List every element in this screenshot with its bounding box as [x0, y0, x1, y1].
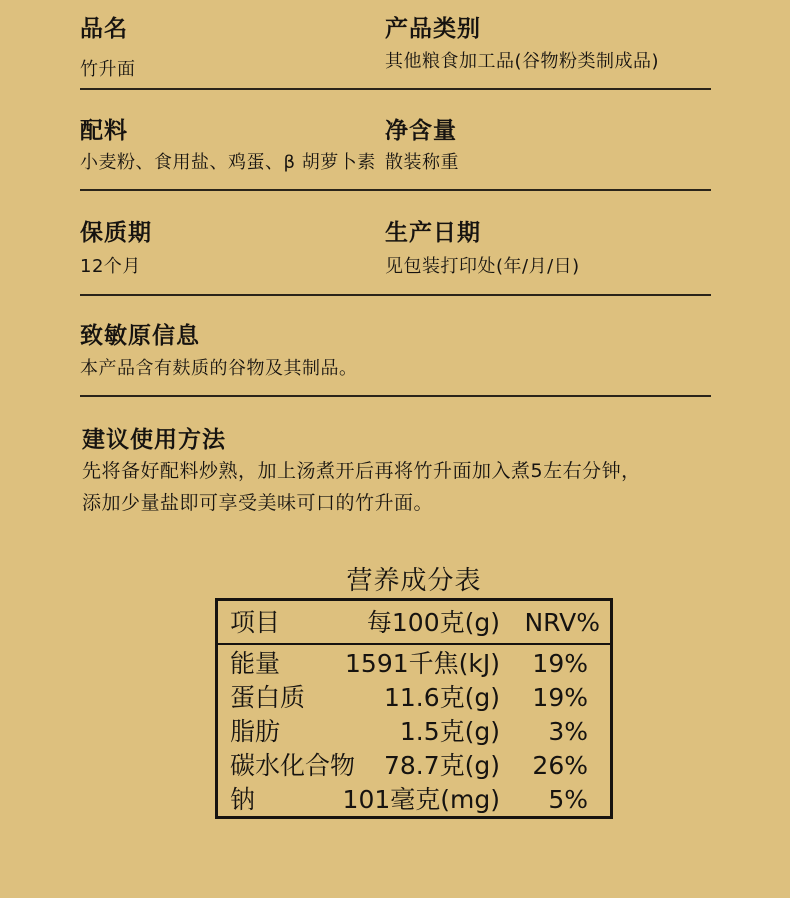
row-fat-amount: 1.5克(g) — [399, 717, 500, 746]
header-item: 项目 — [230, 608, 281, 637]
category-value: 其他粮食加工品(谷物粉类制成品) — [385, 51, 660, 72]
category-label: 产品类别 — [385, 16, 481, 42]
row-sodium-nrv: 5% — [548, 785, 588, 814]
row-sodium-item: 钠 — [230, 785, 256, 814]
shelf-life-label: 保质期 — [80, 220, 152, 246]
row-sodium-amount: 101毫克(mg) — [342, 785, 500, 814]
row-carbohydrate-amount: 78.7克(g) — [383, 751, 500, 780]
divider-1 — [80, 88, 711, 90]
row-energy-item: 能量 — [230, 649, 281, 678]
nutrition-title: 营养成分表 — [346, 566, 482, 596]
row-protein-item: 蛋白质 — [230, 683, 306, 712]
net-content-label: 净含量 — [385, 118, 457, 144]
row-carbohydrate-nrv: 26% — [532, 751, 588, 780]
row-protein-amount: 11.6克(g) — [383, 683, 500, 712]
usage-text-line-1: 先将备好配料炒熟，加上汤煮开后再将竹升面加入煮5左右分钟， — [82, 460, 641, 482]
divider-2 — [80, 189, 711, 191]
divider-4 — [80, 395, 711, 397]
nutrition-header-row — [218, 601, 610, 645]
allergen-label: 致敏原信息 — [80, 323, 200, 349]
allergen-value: 本产品含有麸质的谷物及其制品。 — [80, 358, 358, 379]
usage-text-line-2: 添加少量盐即可享受美味可口的竹升面。 — [82, 492, 434, 514]
product-name-label: 品名 — [80, 16, 128, 42]
header-amount: 每100克(g) — [366, 608, 500, 637]
row-energy-nrv: 19% — [532, 649, 588, 678]
row-fat-item: 脂肪 — [230, 717, 281, 746]
shelf-life-value: 12个月 — [80, 256, 141, 277]
production-date-value: 见包装打印处(年/月/日) — [385, 256, 580, 277]
nutrition-table — [215, 598, 613, 819]
product-name-value: 竹升面 — [80, 59, 136, 80]
production-date-label: 生产日期 — [385, 220, 481, 246]
row-fat-nrv: 3% — [548, 717, 588, 746]
row-protein-nrv: 19% — [532, 683, 588, 712]
ingredients-value: 小麦粉、食用盐、鸡蛋、β 胡萝卜素 — [80, 152, 376, 173]
row-energy-amount: 1591千焦(kJ) — [345, 649, 500, 678]
net-content-value: 散装称重 — [385, 152, 459, 173]
ingredients-label: 配料 — [80, 118, 128, 144]
usage-label: 建议使用方法 — [82, 427, 226, 453]
row-carbohydrate-item: 碳水化合物 — [230, 751, 356, 780]
header-nrv: NRV% — [524, 608, 600, 637]
divider-3 — [80, 294, 711, 296]
